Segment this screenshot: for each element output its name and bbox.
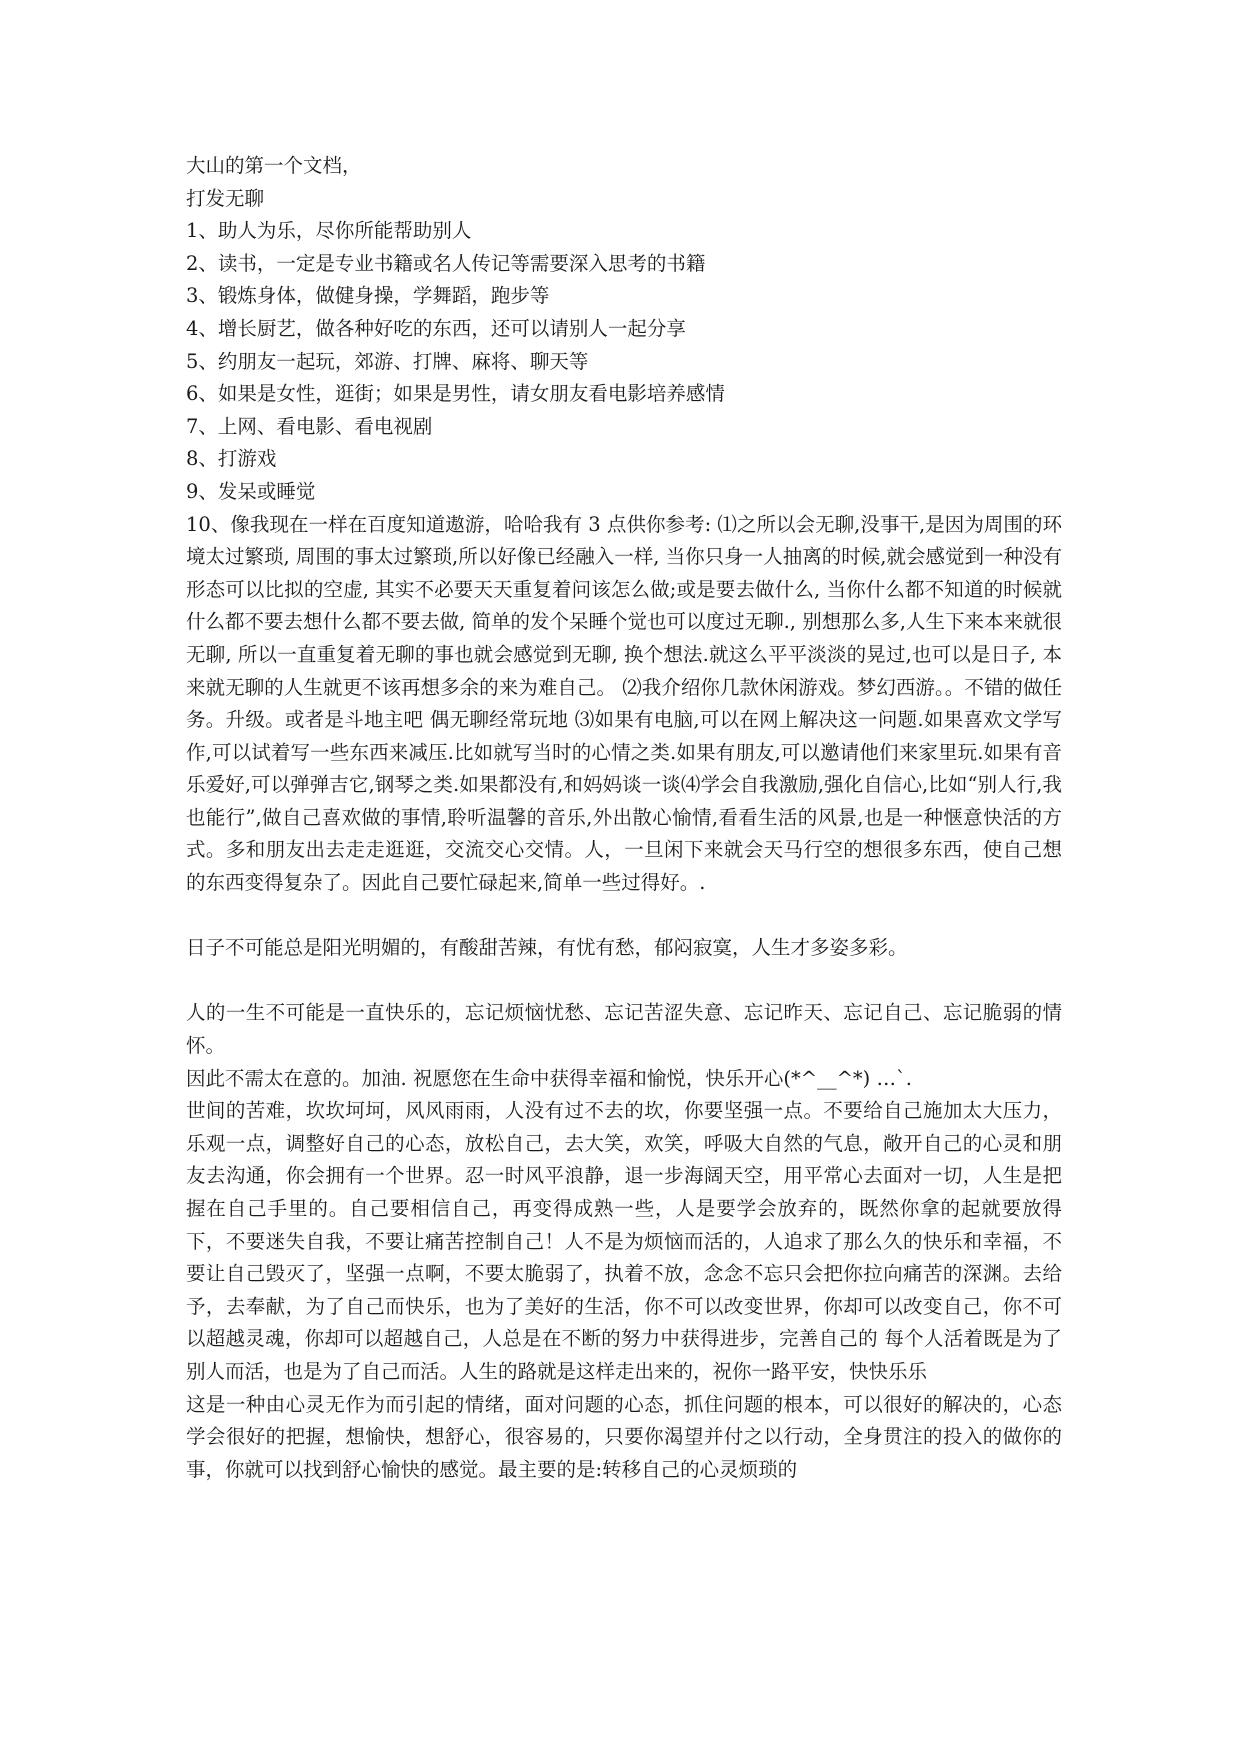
list-item: 4、增长厨艺，做各种好吃的东西，还可以请别人一起分享 xyxy=(186,316,686,340)
life-paragraph: 人的一生不可能是一直快乐的，忘记烦恼忧愁、忘记苦涩失意、忘记昨天、忘记自己、忘记脆弱的情怀。 xyxy=(186,1001,1062,1058)
world-paragraph: 世间的苦难，坎坎坷坷，风风雨雨，人没有过不去的坎，你要坚强一点。不要给自己施加太大压力，乐观一点，调整好自己的心态，放松自己，去大笑，欢笑，呼吸大自然的气息，敞开自己的心灵和朋友去沟通，你会拥有一个世界。忍一时风平浪静，退一步海阔天空，用平常心去面对一切，人生是把握在自己手里的。自己要相信自己，再变得成熟一些，人是要学会放弃的，既然你拿的起就要放得下，不要迷失自我，不要让痛苦控制自己！人不是为烦恼而活的，人追求了那么久的快乐和幸福，不要让自己毁灭了，坚强一点啊，不要太脆弱了，执着不放，念念不忘只会把你拉向痛苦的深渊。去给予，去奉献，为了自己而快乐，也为了美好的生活，你不可以改变世界，你却可以改变自己，你不可以超越灵魂，你却可以超越自己，人总是在不断的努力中获得进步，完善自己的 每个人活着既是为了别人而活，也是为了自己而活。人生的路就是这样走出来的，祝你一路平安，快快乐乐 xyxy=(186,1099,1062,1383)
list-item: 7、上网、看电影、看电视剧 xyxy=(186,414,433,438)
paragraph-spacer xyxy=(186,965,1062,998)
cheer-paragraph: 因此不需太在意的。加油. 祝愿您在生命中获得幸福和愉悦，快乐开心(*^__^*) …`. xyxy=(186,1066,912,1090)
list-item: 1、助人为乐，尽你所能帮助别人 xyxy=(186,219,472,243)
document-title: 大山的第一个文档， xyxy=(186,154,362,177)
list-item: 5、约朋友一起玩，郊游、打牌、麻将、聊天等 xyxy=(186,349,589,373)
list-item-10-paragraph: 10、像我现在一样在百度知道遨游，哈哈我有 3 点供你参考: ⑴之所以会无聊,没事干,是因为周围的环境太过繁琐, 周围的事太过繁琐,所以好像已经融入一样, 当你只身一人抽离的时候,就会感觉到一种没有形态可以比拟的空虚, 其实不必要天天重复着问该怎么做;或是要去做什么, 当你什么都不知道的时候就什么都不要去想什么都不要去做, 简单的发个呆睡个觉也可以度过无聊., 别想那么多,人生下来本来就很无聊, 所以一直重复着无聊的事也就会感觉到无聊, 换个想法.就这么平平淡淡的晃过,也可以是日子, 本来就无聊的人生就更不该再想多余的来为难自己。 ⑵我介绍你几款休闲游戏。梦幻西游。。不错的做任务。升级。或者是斗地主吧 偶无聊经常玩地 ⑶如果有电脑,可以在网上解决这一问题.如果喜欢文学写作,可以试着写一些东西来减压.比如就写当时的心情之类.如果有朋友,可以邀请他们来家里玩.如果有音乐爱好,可以弹弹吉它,钢琴之类.如果都没有,和妈妈谈一谈⑷学会自我激励,强化自信心,比如“别人行,我也能行”,做自己喜欢做的事情,聆听温馨的音乐,外出散心愉情,看看生活的风景,也是一种惬意快活的方式。多和朋友出去走走逛逛，交流交心交情。人，一旦闲下来就会天马行空的想很多东西，使自己想的东西变得复杂了。因此自己要忙碌起来,简单一些过得好。. xyxy=(186,512,1062,895)
list-item: 3、锻炼身体，做健身操，学舞蹈，跑步等 xyxy=(186,284,550,308)
list-item: 2、读书，一定是专业书籍或名人传记等需要深入思考的书籍 xyxy=(186,251,706,275)
document-subtitle: 打发无聊 xyxy=(186,186,265,210)
paragraph-spacer xyxy=(186,900,1062,933)
mind-paragraph: 这是一种由心灵无作为而引起的情绪，面对问题的心态，抓住问题的根本，可以很好的解决的，心态学会很好的把握，想愉快，想舒心，很容易的，只要你渴望并付之以行动，全身贯注的投入的做你的事，你就可以找到舒心愉快的感觉。最主要的是:转移自己的心灵烦琐的 xyxy=(186,1392,1062,1481)
list-item: 9、发呆或睡觉 xyxy=(186,479,316,503)
document-page xyxy=(186,150,1062,1486)
list-item: 6、如果是女性，逛街；如果是男性，请女朋友看电影培养感情 xyxy=(186,382,725,406)
days-paragraph: 日子不可能总是阳光明媚的，有酸甜苦辣，有忧有愁，郁闷寂寞，人生才多姿多彩。 xyxy=(186,936,908,960)
list-item: 8、打游戏 xyxy=(186,447,277,471)
